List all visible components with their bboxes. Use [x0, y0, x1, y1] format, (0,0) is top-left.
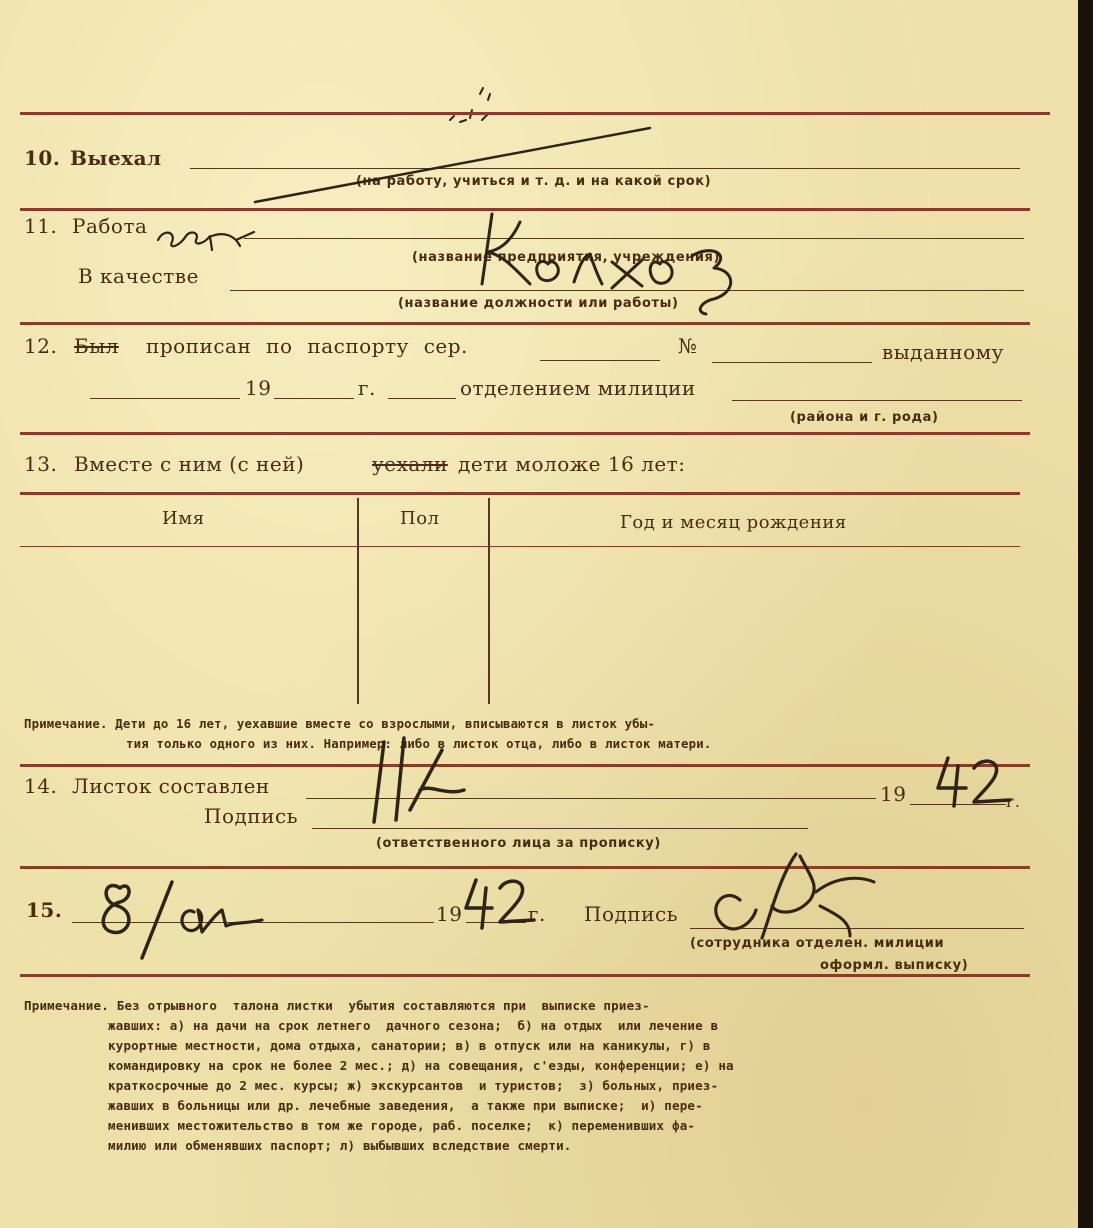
item15-handwritten-date	[90, 858, 280, 968]
item14-year-suffix: г.	[1006, 792, 1021, 811]
item12-series-line	[540, 360, 660, 361]
item15-year-prefix: 19	[436, 902, 463, 926]
top-rule	[20, 112, 1050, 115]
note1	[24, 716, 655, 732]
item11-handwritten-ending	[150, 210, 260, 260]
item14-caption: (ответственного лица за прописку)	[376, 836, 661, 851]
item11-caption-org: (название предприятия, учреждения)	[412, 250, 721, 265]
note1-line-1: Дети до 16 лет, уехавшие вместе со взрослыми, вписываются в листок убы-	[115, 717, 656, 731]
item12-number-sign: №	[678, 334, 698, 358]
note1-lead: Примечание.	[24, 717, 108, 731]
item11-label: Работа	[72, 214, 148, 238]
item14-signature-label: Подпись	[204, 804, 299, 828]
note2-line-2: жавших: а) на дачи на срок летнего дачного сезона; б) на отдых или лечение в	[108, 1018, 719, 1033]
item15-number: 15.	[26, 898, 63, 922]
note2-lead: Примечание.	[24, 998, 109, 1013]
item12-rule	[20, 432, 1030, 435]
item15-year-suffix: г.	[528, 902, 546, 926]
item13-struck-word: уехали	[372, 452, 448, 476]
table-top-rule	[20, 492, 1020, 495]
table-header-birth: Год и месяц рождения	[620, 512, 847, 533]
item12-year-prefix: 19	[245, 376, 272, 400]
item12-short-line	[388, 398, 456, 399]
note2-line-3: курортные местности, дома отдыха, санатории; в) в отпуск или на каникулы, г) в	[108, 1038, 711, 1053]
item14-label: Листок составлен	[72, 774, 270, 798]
item11-position-label: В качестве	[78, 264, 199, 288]
note2-line-7: менивших местожительство в том же городе, раб. поселке; к) переменивших фа-	[108, 1118, 696, 1133]
item12-passport-number-line	[712, 362, 872, 363]
item12-caption: (района и г. рода)	[790, 410, 939, 425]
table-column-divider-1	[357, 498, 359, 704]
note2-line-1: Примечание. Без отрывного талона листки убытия составляются при выписке приез-	[24, 998, 650, 1013]
item12-number: 12.	[24, 334, 58, 358]
item10-label: Выехал	[70, 146, 162, 170]
item11-rule	[20, 322, 1030, 325]
note1-line-2: тия только одного из них. Например: либо в листок отца, либо в листок матери.	[126, 737, 712, 751]
item12-year-line	[274, 398, 354, 399]
item13-text-after: дети моложе 16 лет:	[458, 452, 686, 476]
item11-caption-position: (название должности или работы)	[398, 296, 679, 311]
table-header-rule	[20, 546, 1020, 547]
note2-line-5: краткосрочные до 2 мес. курсы; ж) экскурсантов и туристов; з) больных, приез-	[108, 1078, 719, 1093]
item11-number: 11.	[24, 214, 58, 238]
item14-year-prefix: 19	[880, 782, 907, 806]
table-header-name: Имя	[162, 508, 205, 529]
item15-caption-line2: оформл. выписку)	[820, 958, 969, 973]
item15-caption-line1: (сотрудника отделен. милиции	[690, 936, 945, 951]
table-column-divider-2	[488, 498, 490, 704]
table-header-sex: Пол	[400, 508, 440, 529]
item15-signature-label: Подпись	[584, 902, 679, 926]
item10-caption: (на работу, учиться и т. д. и на какой срок)	[356, 174, 712, 189]
handwritten-kolkhoz	[470, 204, 790, 324]
item15-handwritten-year	[460, 874, 540, 934]
item14-handwritten-date	[360, 730, 470, 830]
item15-rule	[20, 974, 1030, 977]
item14-handwritten-year	[930, 754, 1020, 814]
item12-text: прописан по паспорту сер.	[146, 334, 468, 358]
item15-signature	[700, 846, 890, 946]
item10-dash-stroke	[250, 120, 660, 210]
item13-number: 13.	[24, 452, 58, 476]
item13-text-before: Вместе с ним (с ней)	[74, 452, 305, 476]
item10-number: 10.	[24, 146, 61, 170]
item12-struck-word: Был	[74, 334, 119, 358]
item14-number: 14.	[24, 774, 58, 798]
item12-police-line	[732, 400, 1022, 401]
item12-year-suffix: г.	[358, 376, 376, 400]
note1-rule	[20, 764, 1030, 767]
note2-line-4: командировку на срок не более 2 мес.; д) на совещания, с'езды, конференции; е) на	[108, 1058, 734, 1073]
note2-line-6: жавших в больницы или др. лечебные заведения, а также при выписке; и) пере-	[108, 1098, 703, 1113]
note2-line-8: милию или обменявших паспорт; л) выбывших вследствие смерти.	[108, 1138, 572, 1153]
item12-day-line	[90, 398, 240, 399]
item12-police-label: отделением милиции	[460, 376, 696, 400]
item12-issued: выданному	[882, 340, 1004, 364]
